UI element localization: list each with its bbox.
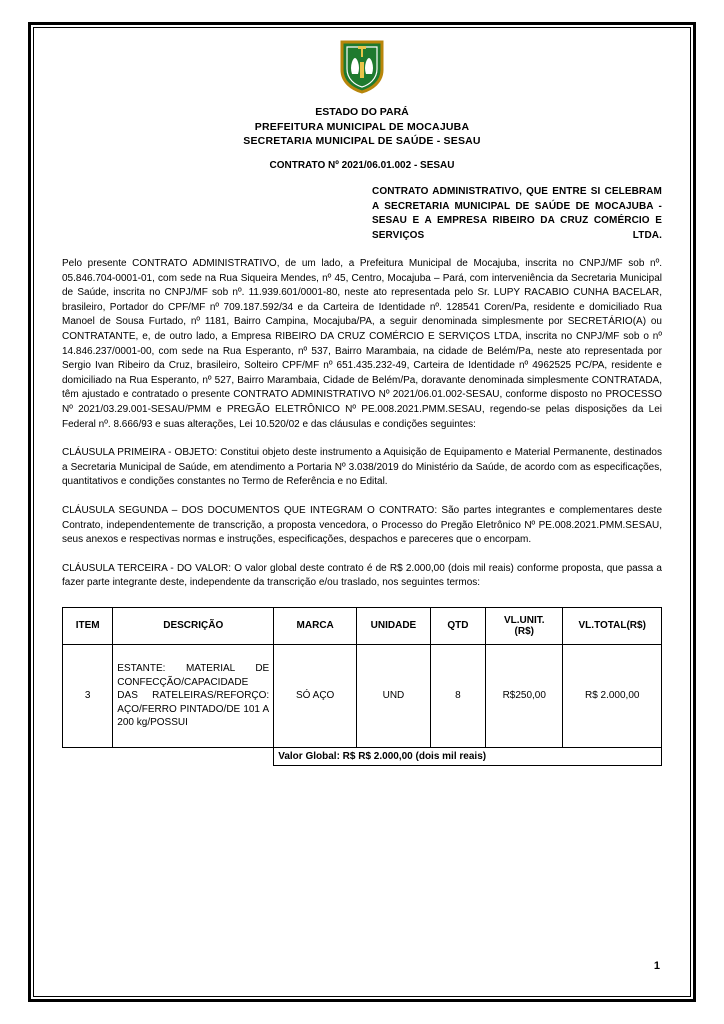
total-value-cell: Valor Global: R$ R$ 2.000,00 (dois mil reais) xyxy=(274,747,662,765)
th-vl-unit-line2: (R$) xyxy=(514,625,534,637)
cell-unidade: UND xyxy=(357,644,431,747)
clause-segunda: CLÁUSULA SEGUNDA – DOS DOCUMENTOS QUE INTEGRAM O CONTRATO: São partes integrantes e complementares deste Contrato, independentemente de transcrição, a proposta vencedora, o Processo do Pregão Eletrônico Nº PE.008.2021.PMM.SESAU, seus anexos e respectivas normas e instruções, especificações, despachos e pareceres que o encorpam. xyxy=(62,504,662,546)
coat-of-arms-icon xyxy=(338,38,386,94)
contract-number: CONTRATO Nº 2021/06.01.002 - SESAU xyxy=(269,160,455,171)
th-descricao: DESCRIÇÃO xyxy=(113,607,274,644)
cell-qtd: 8 xyxy=(430,644,485,747)
cell-marca: SÓ AÇO xyxy=(274,644,357,747)
cell-vl-total: R$ 2.000,00 xyxy=(563,644,662,747)
th-vl-unit-line1: VL.UNIT. xyxy=(503,614,545,626)
table-header-row xyxy=(63,607,662,644)
page-number: 1 xyxy=(653,960,660,972)
table-total-row xyxy=(63,747,662,765)
cell-item: 3 xyxy=(63,644,113,747)
document-content xyxy=(62,38,662,766)
th-vl-unit xyxy=(486,607,563,644)
clause-primeira: CLÁUSULA PRIMEIRA - OBJETO: Constitui objeto deste instrumento a Aquisição de Equipamento e Material Permanente, destinados a Secretaria Municipal de Saúde, em atendimento a Portaria Nº 3.038/2019 do Ministério da Saúde, de acordo com as especificações, quantitativos e condições constantes no Termo de Referência e no Edital. xyxy=(62,447,662,488)
total-spacer-item xyxy=(63,747,113,765)
th-unidade: UNIDADE xyxy=(357,607,431,644)
header-estado: ESTADO DO PARÁ xyxy=(315,106,409,118)
header-secretaria: SECRETARIA MUNICIPAL DE SAÚDE - SESAU xyxy=(243,135,481,147)
table-row xyxy=(63,644,662,747)
th-vl-total: VL.TOTAL(R$) xyxy=(563,607,662,644)
contract-summary: CONTRATO ADMINISTRATIVO, QUE ENTRE SI CELEBRAM A SECRETARIA MUNICIPAL DE SAÚDE DE MOCAJUBA - SESAU E A EMPRESA RIBEIRO DA CRUZ COMÉRCIO E SERVIÇOS LTDA. xyxy=(372,186,662,241)
preamble-paragraph: Pelo presente CONTRATO ADMINISTRATIVO, de um lado, a Prefeitura Municipal de Mocajuba, inscrita no CNPJ/MF sob nº. 05.846.704-0001-01, com sede na Rua Siqueira Mendes, nº 45, Centro, Mocajuba – Pará, com interveniência da Secretaria Municipal de Saúde, inscrita no CNPJ/MF sob nº. 11.939.601/0001-80, neste ato representada pelo Sr. LUPY RACABIO CUNHA BACELAR, brasileiro, Portador do CPF/MF nº 709.187.592/34 e da Carteira de Identidade nº. 128541 Coren/Pa, residente e domiciliado Rua Manoel de Sousa Furtado, nº 1181, Bairro Campina, Mocajuba/PA, a seguir denominada simplesmente por SECRETÁRIO(A) ou CONTRATANTE, e, de outro lado, a Empresa RIBEIRO DA CRUZ COMÉRCIO E SERVIÇOS LTDA, inscrita no CNPJ/MF sob o nº 14.846.237/0001-00, com sede na Rua Esperanto, nº 537, Bairro Marambaia, na cidade de Belém/Pa, neste ato representada por Sergio Ivan Ribeiro da Cruz, brasileiro, Solteiro CPF/MF nº 651.435.232-49, Carteira de Identidade nº 4962525 PC/PA, residente e domiciliado na Rua Esperanto, nº 527, Bairro Marambaia, Cidade de Belém/Pa, doravante denominada simplesmente CONTRATADA, têm ajustado e contratado o presente CONTRATO ADMINISTRATIVO Nº 2021/06.01.002-SESAU, conforme disposto no PROCESSO Nº 2021/03.29.001-SESAU/PMM e PREGÃO ELETRÔNICO Nº PE.008.2021.PMM.SESAU, regendo-se pelas disposições da Lei Federal nº. 8.666/93 e suas alterações, Lei 10.520/02 e das cláusulas e condições seguintes: xyxy=(62,258,662,430)
items-table xyxy=(62,607,662,766)
header-prefeitura: PREFEITURA MUNICIPAL DE MOCAJUBA xyxy=(254,121,470,133)
total-spacer-desc xyxy=(113,747,274,765)
th-marca: MARCA xyxy=(274,607,357,644)
crest-container xyxy=(62,38,662,99)
th-qtd: QTD xyxy=(430,607,485,644)
cell-vl-unit: R$250,00 xyxy=(486,644,563,747)
cell-descricao: ESTANTE: MATERIAL DE CONFECÇÃO/CAPACIDADE DAS RATELEIRAS/REFORÇO: AÇO/FERRO PINTADO/DE 101 A 200 kg/POSSUI xyxy=(113,644,274,747)
th-item: ITEM xyxy=(63,607,113,644)
clause-terceira: CLÁUSULA TERCEIRA - DO VALOR: O valor global deste contrato é de R$ 2.000,00 (dois mil reais) conforme proposta, que passa a fazer parte integrante deste, independente da transcrição e/ou traslado, nos seguintes termos: xyxy=(62,562,662,589)
